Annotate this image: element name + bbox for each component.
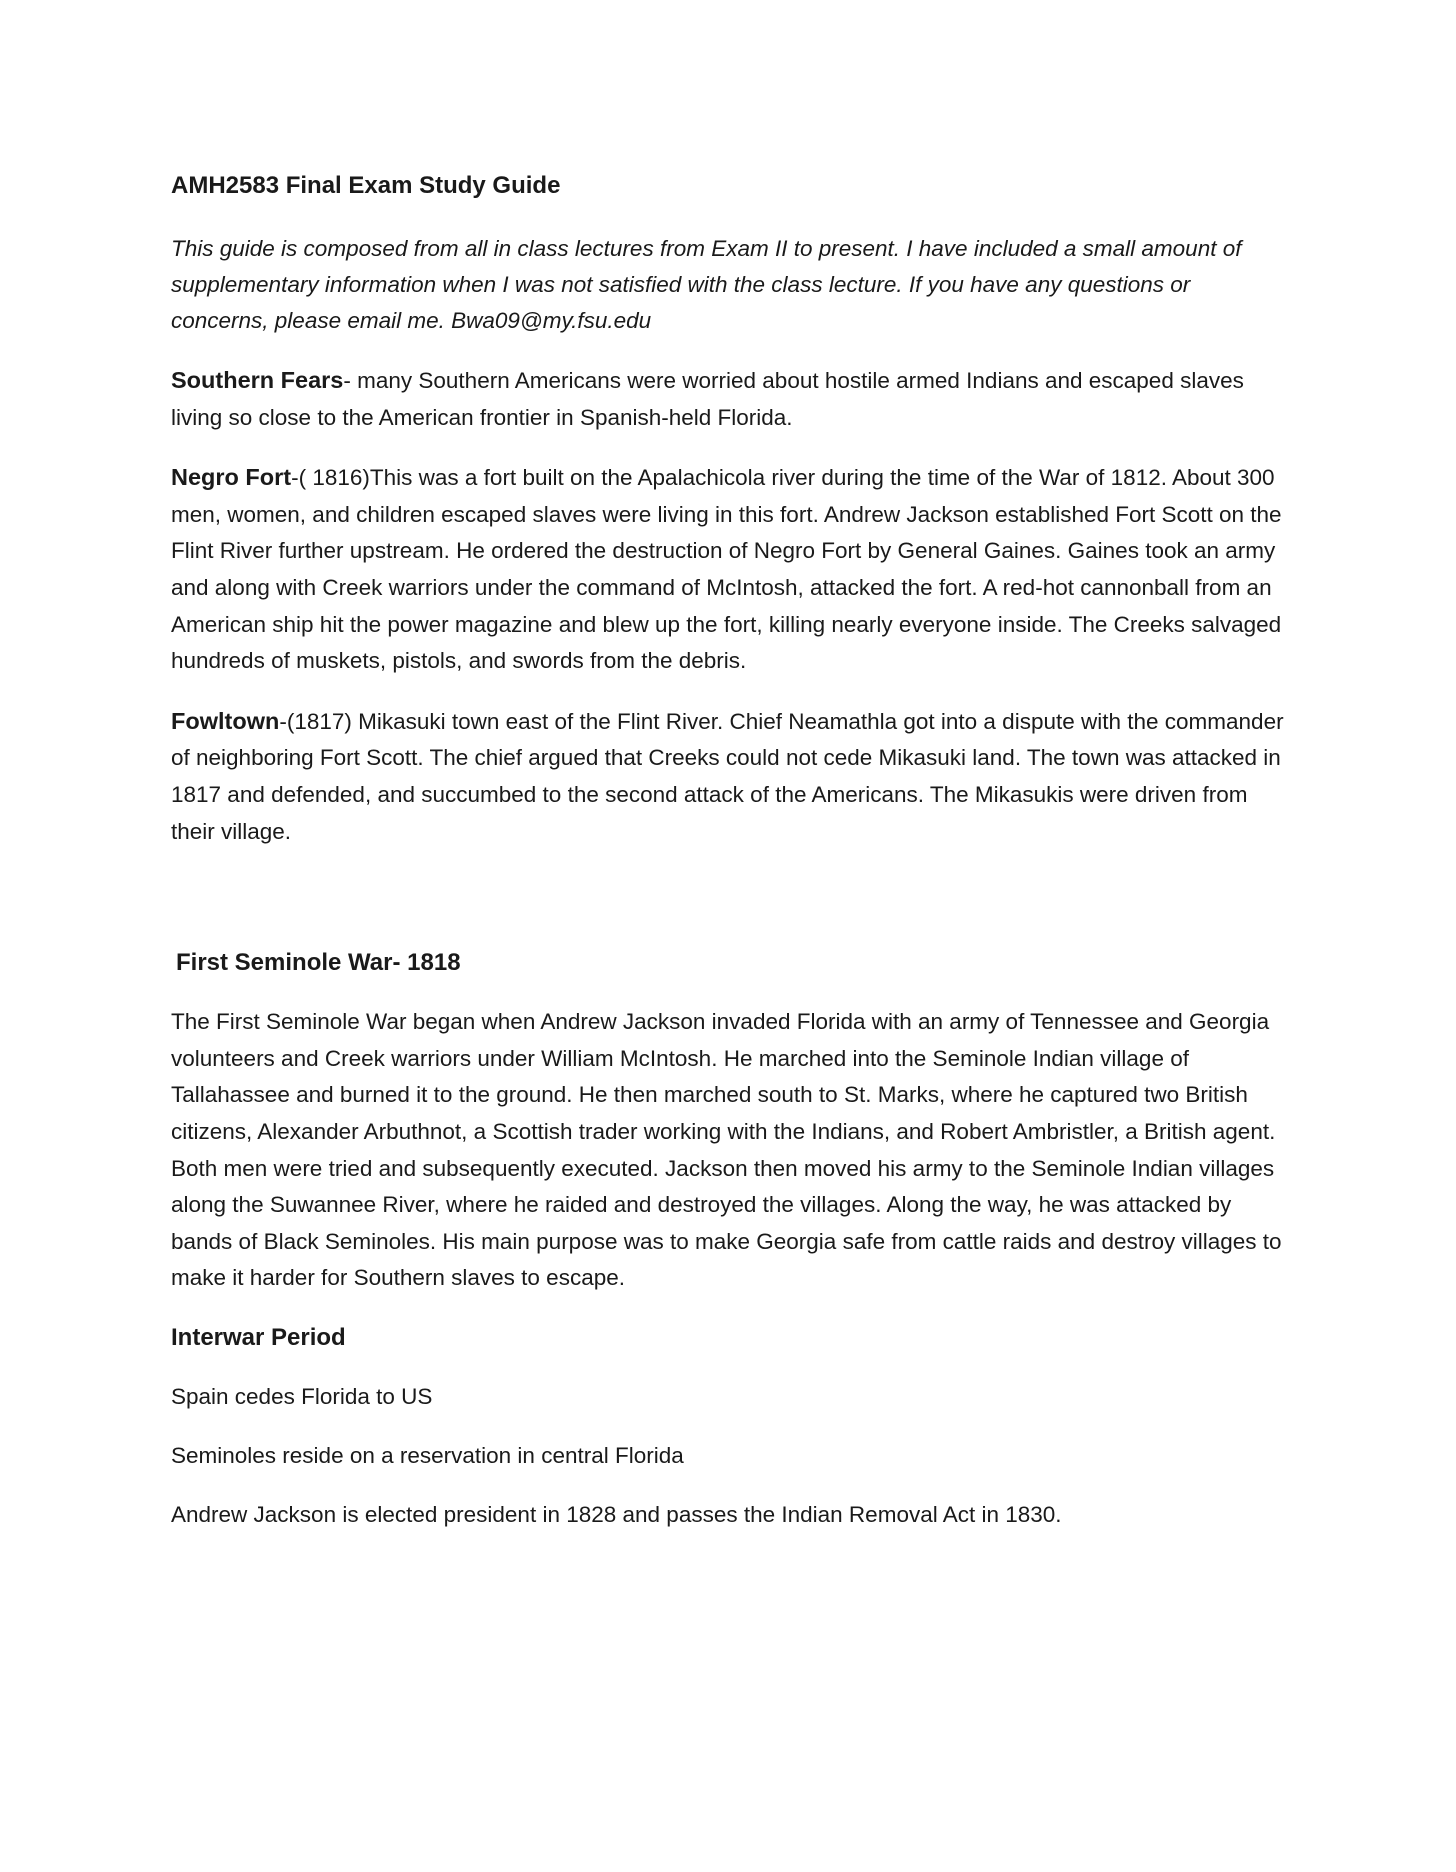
entry-term: Negro Fort <box>171 464 292 491</box>
blank-space <box>171 873 1291 945</box>
entry-term: Fowltown <box>171 707 280 734</box>
entry-southern-fears <box>171 362 1291 436</box>
first-seminole-war-paragraph: The First Seminole War began when Andrew Jackson invaded Florida with an army of Tennessee and Georgia volunteers and Creek warriors under William McIntosh. He marched into the Seminole Indian village of Tallahassee and burned it to the ground. He then marched south to St. Marks, where he captured two British citizens, Alexander Arbuthnot, a Scottish trader working with the Indians, and Robert Ambristler, a British agent. Both men were tried and subsequently executed. Jackson then moved his army to the Seminole Indian villages along the Suwannee River, where he raided and destroyed the villages. Along the way, he was attacked by bands of Black Seminoles. His main purpose was to make Georgia safe from cattle raids and destroy villages to make it harder for Southern slaves to escape. <box>171 1009 1282 1291</box>
entry-negro-fort <box>171 459 1291 680</box>
interwar-item: Seminoles reside on a reservation in central Florida <box>171 1442 684 1468</box>
first-seminole-war-heading: First Seminole War- 1818 <box>176 949 461 977</box>
entry-text: -(1817) Mikasuki town east of the Flint River. Chief Neamathla got into a dispute with the commander of neighboring Fort Scott. The chief argued that Creeks could not cede Mikasuki land. The town was attacked in 1817 and defended, and succumbed to the second attack of the Americans. The Mikasukis were driven from their village. <box>171 708 1284 844</box>
entry-term: Southern Fears <box>171 367 344 393</box>
document-page <box>171 168 1291 1556</box>
document-title: AMH2583 Final Exam Study Guide <box>171 172 561 199</box>
entry-fowltown <box>171 703 1291 850</box>
interwar-item: Andrew Jackson is elected president in 1828 and passes the Indian Removal Act in 1830. <box>171 1501 1062 1527</box>
interwar-item: Spain cedes Florida to US <box>171 1383 433 1409</box>
entry-text: - many Southern Americans were worried about hostile armed Indians and escaped slaves living so close to the American frontier in Spanish-held Florida. <box>171 368 1244 430</box>
entry-text: -( 1816)This was a fort built on the Apalachicola river during the time of the War of 1812. About 300 men, women, and children escaped slaves were living in this fort. Andrew Jackson established Fort Scott on the Flint River further upstream. He ordered the destruction of Negro Fort by General Gaines. Gaines took an army and along with Creek warriors under the command of McIntosh, attacked the fort. A red-hot cannonball from an American ship hit the power magazine and blew up the fort, killing nearly everyone inside. The Creeks salvaged hundreds of muskets, pistols, and swords from the debris. <box>171 465 1282 674</box>
intro-paragraph: This guide is composed from all in class lectures from Exam II to present. I have included a small amount of supplementary information when I was not satisfied with the class lecture. If you have any questions or concerns, please email me. Bwa09@my.fsu.edu <box>171 236 1242 333</box>
interwar-heading: Interwar Period <box>171 1323 346 1351</box>
